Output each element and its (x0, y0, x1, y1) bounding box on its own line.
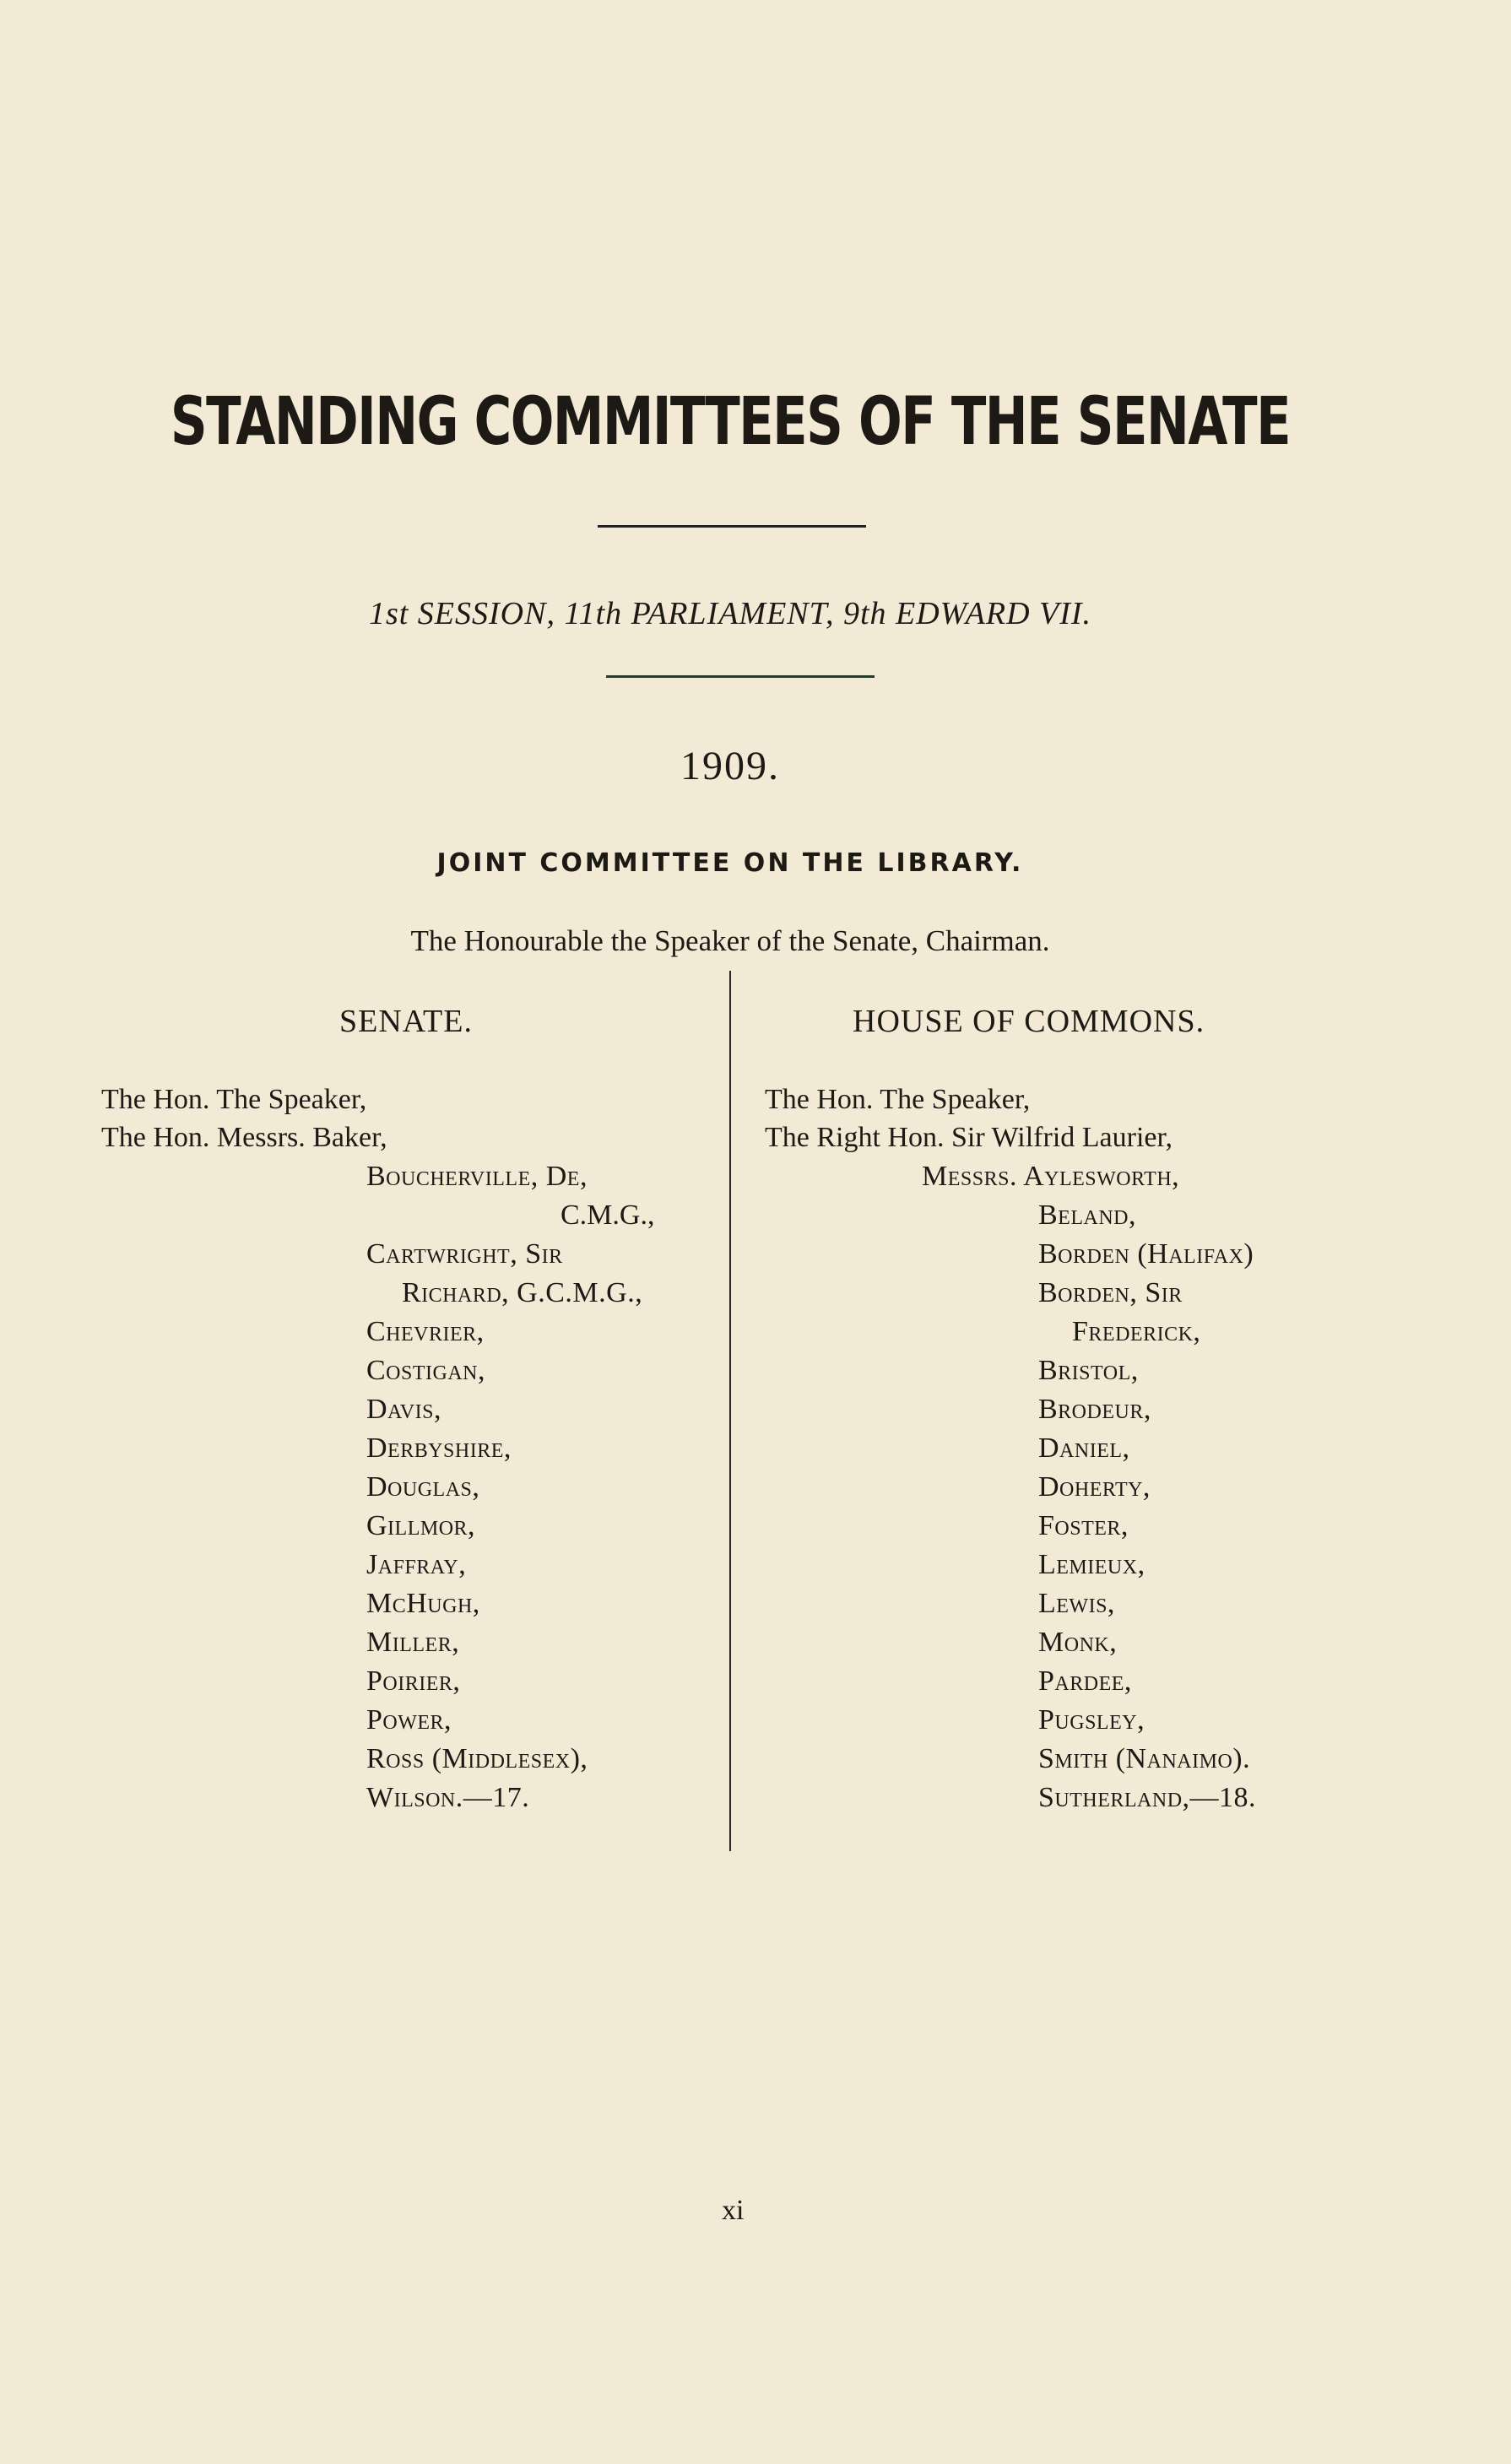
senate-member: Cartwright, Sir (366, 1238, 563, 1270)
senate-member: Miller, (366, 1627, 460, 1658)
senate-member: McHugh, (366, 1588, 480, 1619)
senate-member: Poirier, (366, 1665, 461, 1697)
commons-member: Sutherland,—18. (1038, 1782, 1257, 1813)
commons-member: Pugsley, (1038, 1704, 1145, 1736)
commons-member: Borden, Sir (1038, 1277, 1183, 1308)
commons-member: The Hon. The Speaker, (765, 1084, 1031, 1115)
commons-member: Bristol, (1038, 1355, 1139, 1386)
senate-member: Gillmor, (366, 1510, 476, 1541)
senate-heading: SENATE. (339, 1004, 473, 1039)
commons-member: Pardee, (1038, 1665, 1132, 1697)
senate-member: Davis, (366, 1394, 441, 1425)
commons-member: Brodeur, (1038, 1394, 1151, 1425)
senate-member: Derbyshire, (366, 1432, 512, 1464)
senate-member: Richard, G.C.M.G., (402, 1277, 643, 1308)
commons-member: Doherty, (1038, 1471, 1151, 1503)
commons-member: Lemieux, (1038, 1549, 1145, 1580)
title-rule (598, 525, 866, 528)
senate-member: The Hon. The Speaker, (101, 1084, 367, 1115)
senate-member: Power, (366, 1704, 452, 1736)
column-divider (729, 971, 731, 1851)
senate-member: Ross (Middlesex), (366, 1743, 588, 1774)
senate-member: Chevrier, (366, 1316, 485, 1347)
senate-member: Jaffray, (366, 1549, 467, 1580)
senate-member: Wilson.—17. (366, 1782, 530, 1813)
commons-member: Borden (Halifax) (1038, 1238, 1254, 1270)
commons-member: Foster, (1038, 1510, 1129, 1541)
session-rule (606, 675, 875, 678)
commons-member: Messrs. Aylesworth, (922, 1161, 1180, 1192)
commons-member: Monk, (1038, 1627, 1118, 1658)
page-number: xi (722, 2195, 745, 2226)
commons-member: Frederick, (1072, 1316, 1201, 1347)
commons-member: Beland, (1038, 1200, 1136, 1231)
senate-member: Douglas, (366, 1471, 480, 1503)
commons-member: The Right Hon. Sir Wilfrid Laurier, (765, 1122, 1173, 1153)
session-line: 1st SESSION, 11th PARLIAMENT, 9th EDWARD VII. (368, 596, 1092, 631)
commons-member: Daniel, (1038, 1432, 1130, 1464)
commons-member: Lewis, (1038, 1588, 1115, 1619)
senate-member: C.M.G., (561, 1200, 655, 1231)
senate-member: The Hon. Messrs. Baker, (101, 1122, 387, 1153)
senate-member: Boucherville, De, (366, 1161, 588, 1192)
committee-heading: JOINT COMMITTEE ON THE LIBRARY. (436, 848, 1024, 878)
year: 1909. (680, 744, 780, 788)
commons-heading: HOUSE OF COMMONS. (853, 1004, 1205, 1039)
senate-member: Costigan, (366, 1355, 486, 1386)
chairman-line: The Honourable the Speaker of the Senate, Chairman. (410, 924, 1050, 957)
page-title: STANDING COMMITTEES OF THE SENATE (170, 384, 1291, 460)
commons-member: Smith (Nanaimo). (1038, 1743, 1251, 1774)
